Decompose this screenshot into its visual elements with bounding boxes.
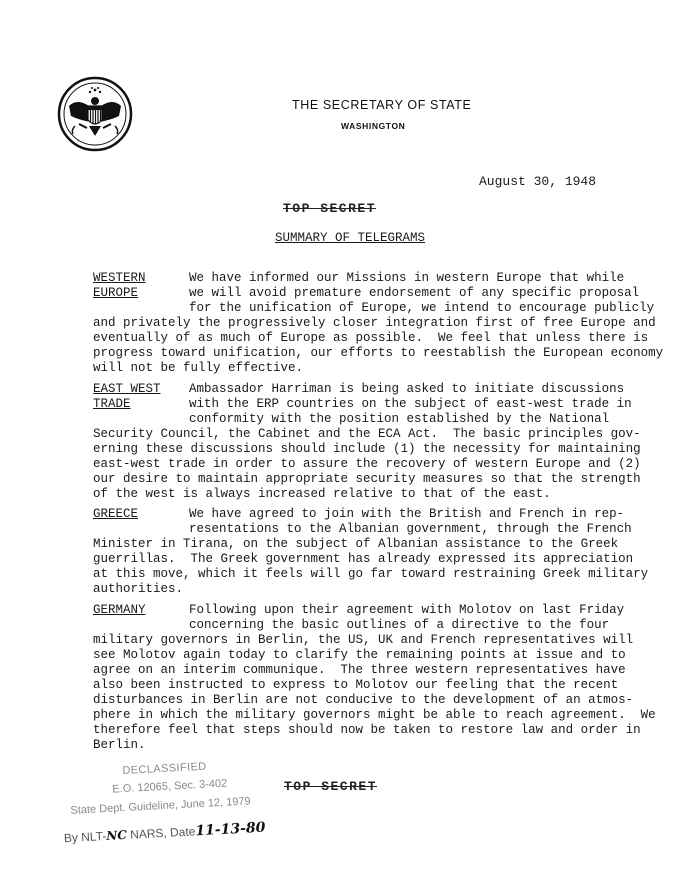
section-east-west-trade [93, 382, 641, 502]
section-heading: WESTERN EUROPE [93, 271, 146, 300]
letterhead-subtitle: WASHINGTON [341, 121, 406, 131]
classification-mark-bottom: TOP SECRET [284, 779, 378, 794]
section-heading: EAST WEST TRADE [93, 382, 161, 411]
declassification-stamp [63, 751, 311, 873]
stamp-date: 11-13-80 [194, 819, 266, 840]
memo-date: August 30, 1948 [479, 174, 597, 189]
section-body: We have informed our Missions in western Europe that while we will avoid premature endorsement of any specific proposal for the unification of Europe, we intend to encourage publicly and privately the progressively closer integration first of free Europe and eventually of as much of Europe as possible. We feel that unless there is progress toward unification, our efforts to reestablish the European economy will not be fully effective. [93, 271, 664, 375]
section-heading: GREECE [93, 507, 139, 521]
stamp-signoff [63, 820, 265, 847]
stamp-initials: NC [105, 827, 128, 843]
stamp-by-label: By NLT- [63, 829, 107, 846]
classification-mark-top: TOP SECRET [283, 201, 377, 216]
section-body: We have agreed to join with the British and French in rep- resentations to the Albanian government, through the French Minister in Tirana, on the subject of Albanian assistance to the Greek guerrillas. The Greek government has already expressed its appreciation at this move, which it feels will go far toward restraining Greek military authorities. [93, 507, 649, 596]
stamp-title: DECLASSIFIED [122, 760, 207, 778]
stamp-authority: E.O. 12065, Sec. 3-402 [112, 777, 228, 796]
section-body: Following upon their agreement with Molotov on last Friday concerning the basic outlines of a directive to the four military governors in Berlin, the US, UK and French representatives will see Molotov again today to clarify the remaining points at issue and to agree on an interim communique. The three western representatives have also been instructed to express to Molotov our feeling that the recent disturbances in Berlin are not conducive to the development of an atmos- phere in which the military governors might be able to reach agreement. We therefore feel that steps should now be taken to restore law and order in Berlin. [93, 603, 656, 752]
section-body: Ambassador Harriman is being asked to initiate discussions with the ERP countries on the subject of east-west trade in conformity with the position established by the National Security Council, the Cabinet and the ECA Act. The basic principles gov- erning these discussions should include (1) the necessity for maintaining east-west trade in order to assure the recovery of western Europe and (2) our desire to maintain appropriate security measures so that the strength of the west is always increased relative to that of the east. [93, 382, 641, 501]
stamp-nars-label: NARS, Date [126, 824, 196, 842]
section-greece [93, 507, 649, 597]
section-germany [93, 603, 656, 753]
section-heading: GERMANY [93, 603, 146, 617]
great-seal-icon [57, 76, 133, 152]
memo-heading: SUMMARY OF TELEGRAMS [275, 231, 426, 245]
stamp-guideline: State Dept. Guideline, June 12, 1979 [70, 795, 251, 817]
letterhead-title: THE SECRETARY OF STATE [292, 98, 472, 112]
section-western-europe [93, 271, 664, 376]
